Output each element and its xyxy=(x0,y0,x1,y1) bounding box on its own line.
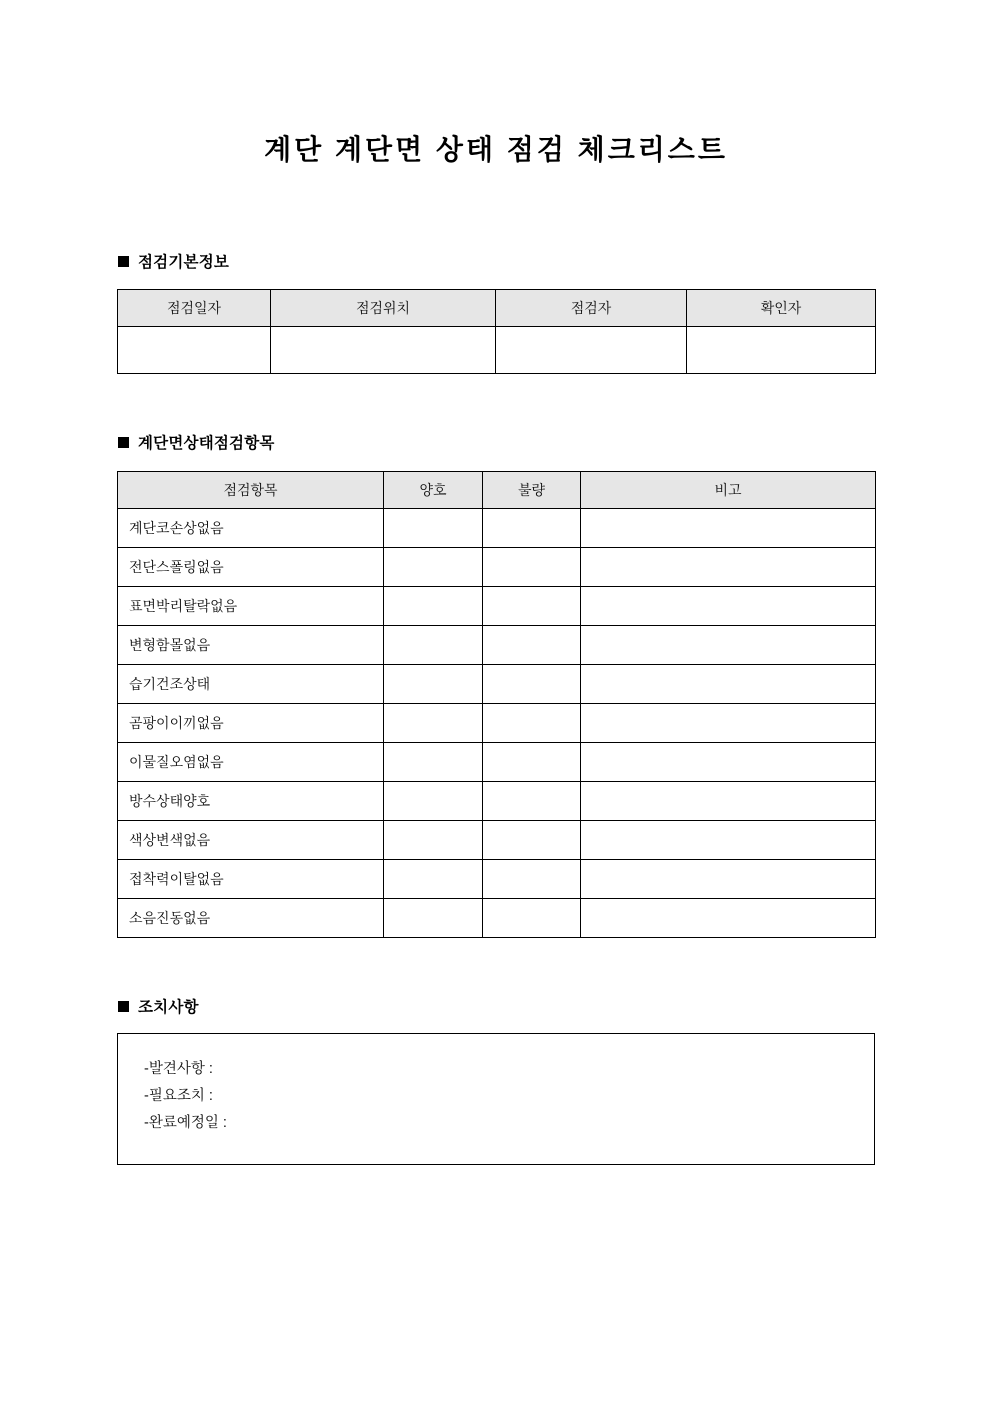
table-row xyxy=(118,626,876,665)
checklist-item-label: 색상변색없음 xyxy=(118,821,384,860)
checklist-cell-good[interactable] xyxy=(384,509,483,548)
table-row xyxy=(118,860,876,899)
checklist-cell-bad[interactable] xyxy=(483,899,581,938)
checklist-cell-remark[interactable] xyxy=(581,626,876,665)
checklist-cell-bad[interactable] xyxy=(483,743,581,782)
table-row xyxy=(118,665,876,704)
table-header-row xyxy=(118,290,876,327)
checklist-cell-good[interactable] xyxy=(384,587,483,626)
filled-square-bullet-icon xyxy=(118,437,129,448)
checklist-cell-bad[interactable] xyxy=(483,626,581,665)
checklist-cell-remark[interactable] xyxy=(581,899,876,938)
checklist-cell-good[interactable] xyxy=(384,704,483,743)
checklist-cell-bad[interactable] xyxy=(483,665,581,704)
table-row xyxy=(118,548,876,587)
field-confirmer[interactable] xyxy=(687,327,876,374)
checklist-item-label: 이물질오염없음 xyxy=(118,743,384,782)
checklist-cell-remark[interactable] xyxy=(581,860,876,899)
checklist-cell-remark[interactable] xyxy=(581,704,876,743)
checklist-item-label: 습기건조상태 xyxy=(118,665,384,704)
checklist-cell-remark[interactable] xyxy=(581,782,876,821)
checklist-item-label: 전단스폴링없음 xyxy=(118,548,384,587)
action-items-box[interactable] xyxy=(117,1033,875,1165)
column-header-confirmer: 확인자 xyxy=(687,290,876,327)
action-line: -발견사항 : xyxy=(144,1061,213,1077)
checklist-item-label: 소음진동없음 xyxy=(118,899,384,938)
checklist-table xyxy=(117,471,876,938)
checklist-cell-bad[interactable] xyxy=(483,704,581,743)
basic-info-table xyxy=(117,289,876,374)
filled-square-bullet-icon xyxy=(118,256,129,267)
checklist-cell-bad[interactable] xyxy=(483,587,581,626)
table-row xyxy=(118,821,876,860)
checklist-cell-good[interactable] xyxy=(384,782,483,821)
column-header-bad: 불량 xyxy=(483,472,581,509)
checklist-cell-bad[interactable] xyxy=(483,860,581,899)
checklist-cell-remark[interactable] xyxy=(581,587,876,626)
table-row xyxy=(118,587,876,626)
checklist-cell-bad[interactable] xyxy=(483,782,581,821)
checklist-cell-good[interactable] xyxy=(384,899,483,938)
column-header-inspector: 점검자 xyxy=(496,290,687,327)
field-inspection-date[interactable] xyxy=(118,327,271,374)
section-heading-checklist xyxy=(118,431,275,453)
column-header-good: 양호 xyxy=(384,472,483,509)
checklist-cell-bad[interactable] xyxy=(483,821,581,860)
checklist-cell-remark[interactable] xyxy=(581,821,876,860)
column-header-remark: 비고 xyxy=(581,472,876,509)
section-heading-label: 조치사항 xyxy=(138,999,199,1016)
checklist-cell-remark[interactable] xyxy=(581,665,876,704)
checklist-cell-bad[interactable] xyxy=(483,548,581,587)
checklist-cell-good[interactable] xyxy=(384,821,483,860)
field-inspection-location[interactable] xyxy=(271,327,496,374)
table-header-row xyxy=(118,472,876,509)
checklist-cell-remark[interactable] xyxy=(581,509,876,548)
checklist-cell-good[interactable] xyxy=(384,626,483,665)
column-header-inspection-date: 점검일자 xyxy=(118,290,271,327)
table-row xyxy=(118,327,876,374)
column-header-check-item: 점검항목 xyxy=(118,472,384,509)
checklist-item-label: 표면박리탈락없음 xyxy=(118,587,384,626)
section-heading-label: 계단면상태점검항목 xyxy=(138,435,275,452)
checklist-cell-good[interactable] xyxy=(384,860,483,899)
action-line: -완료예정일 : xyxy=(144,1115,227,1131)
section-heading-actions xyxy=(118,995,199,1017)
table-row xyxy=(118,704,876,743)
table-row xyxy=(118,782,876,821)
table-row xyxy=(118,899,876,938)
checklist-cell-good[interactable] xyxy=(384,665,483,704)
section-heading-label: 점검기본정보 xyxy=(138,254,230,271)
checklist-item-label: 접착력이탈없음 xyxy=(118,860,384,899)
checklist-item-label: 변형함몰없음 xyxy=(118,626,384,665)
checklist-item-label: 곰팡이이끼없음 xyxy=(118,704,384,743)
page-title: 계단 계단면 상태 점검 체크리스트 xyxy=(264,134,728,165)
checklist-item-label: 계단코손상없음 xyxy=(118,509,384,548)
checklist-cell-remark[interactable] xyxy=(581,548,876,587)
action-line: -필요조치 : xyxy=(144,1088,213,1104)
field-inspector[interactable] xyxy=(496,327,687,374)
checklist-cell-remark[interactable] xyxy=(581,743,876,782)
checklist-item-label: 방수상태양호 xyxy=(118,782,384,821)
filled-square-bullet-icon xyxy=(118,1001,129,1012)
checklist-cell-good[interactable] xyxy=(384,743,483,782)
table-row xyxy=(118,743,876,782)
checklist-cell-bad[interactable] xyxy=(483,509,581,548)
column-header-inspection-location: 점검위치 xyxy=(271,290,496,327)
checklist-cell-good[interactable] xyxy=(384,548,483,587)
section-heading-basic-info xyxy=(118,250,229,272)
table-row xyxy=(118,509,876,548)
